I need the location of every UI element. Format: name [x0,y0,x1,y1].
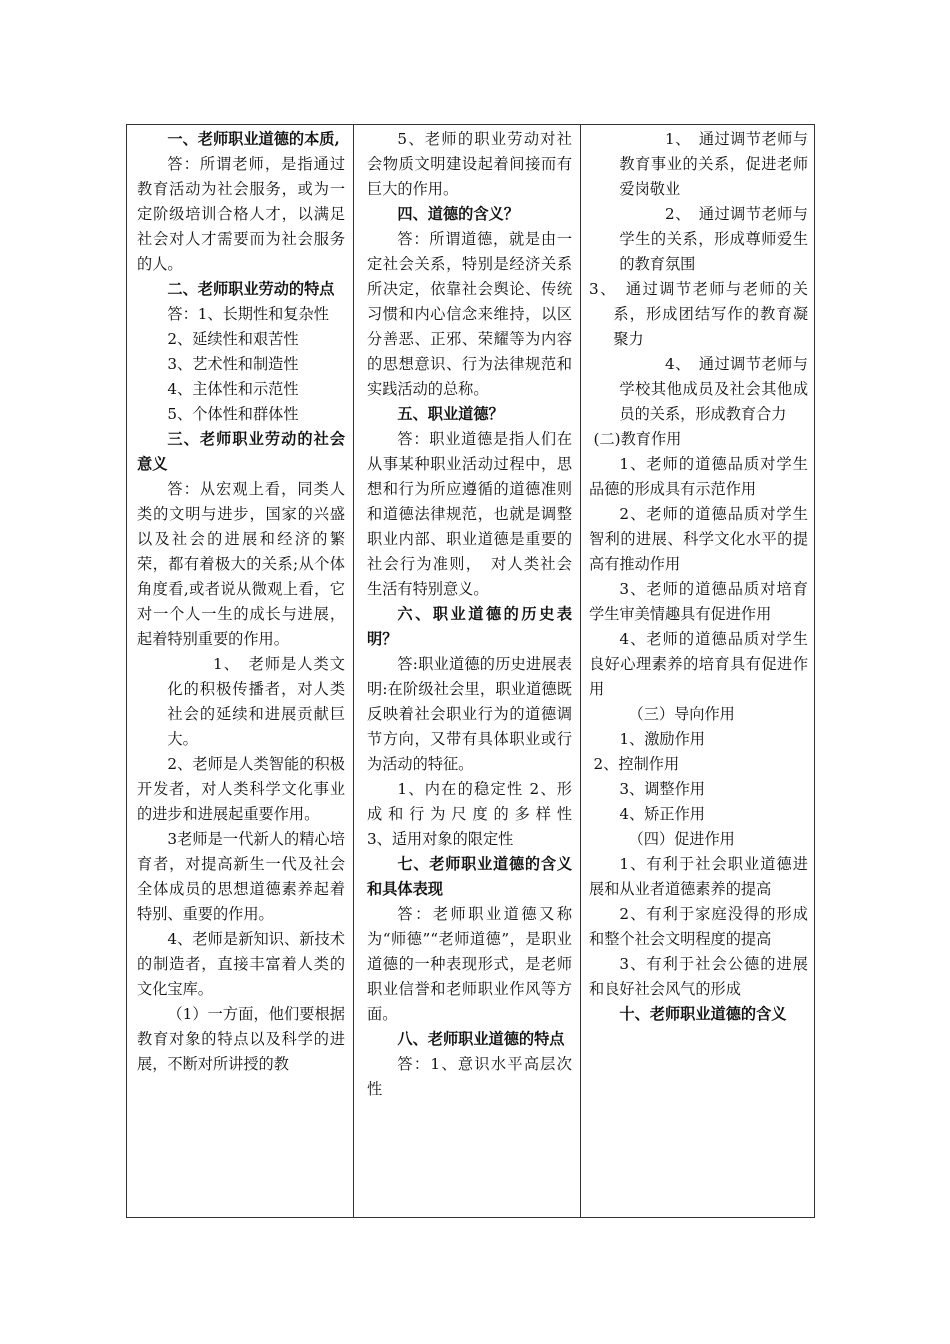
heading-1: 一、老师职业道德的本质, [167,130,340,148]
numbered-paragraph: 1、 通过调节老师与教育事业的关系，促进老师爱岗敬业 [619,130,808,198]
answer-paragraph: 答：职业道德是指人们在从事某种职业活动过程中，思想和行为所应遵循的道德准则和道德法律规范，也就是调整职业内部、职业道德是重要的社会行为准则， 对人类社会生活有特别意义。 [367,430,572,598]
list-item: 答：1、长期性和复杂性 [167,305,329,323]
answer-paragraph: 答:职业道德的历史进展表明:在阶级社会里，职业道德既反映着社会职业行为的道德调节方向，又带有具体职业或行为活动的特征。 [367,655,572,773]
numbered-paragraph: 4、老师是新知识、新技术的制造者，直接丰富着人类的文化宝库。 [137,930,345,998]
heading-2: 二、老师职业劳动的特点 [167,280,335,298]
answer-paragraph: 答：老师职业道德又称为“师德”“老师道德”，是职业道德的一种表现形式，是老师职业信誉和老师职业作风等方面。 [367,905,572,1023]
list-item: 4、主体性和示范性 [167,380,299,398]
numbered-paragraph: 1、老师的道德品质对学生品德的形成具有示范作用 [589,455,808,498]
column-2 [354,125,603,1217]
answer-paragraph: 答：所谓道德，就是由一定社会关系，特别是经济关系所决定，依靠社会舆论、传统习惯和内心信念来维持，以区分善恶、正邪、荣耀等为内容的思想意识、行为法律规范和实践活动的总称。 [367,230,572,398]
numbered-paragraph: 3、 通过调节老师与老师的关系，形成团结写作的教育凝聚力 [589,280,808,348]
list-item: 1、激励作用 [619,730,705,748]
section-heading: （三）导向作用 [628,705,735,723]
heading-7: 七、老师职业道德的含义和具体表现 [367,855,572,898]
heading-8: 八、老师职业道德的特点 [397,1030,565,1048]
heading-5: 五、职业道德？ [397,405,504,423]
numbered-paragraph: 3老师是一代新人的精心培育者，对提高新生一代及社会全体成员的思想道德素养起着特别、重要的作用。 [137,830,345,923]
heading-6: 六、职业道德的历史表明？ [367,605,572,648]
list-item: 3、艺术性和制造性 [167,355,299,373]
answer-paragraph: 答：所谓老师，是指通过教育活动为社会服务，或为一定阶级培训合格人才，以满足社会对人才需要而为社会服务的人。 [137,155,345,273]
heading-4: 四、道德的含义？ [397,205,519,223]
heading-10: 十、老师职业道德的含义 [619,1005,787,1023]
numbered-paragraph: 2、有利于家庭没得的形成和整个社会文明程度的提高 [589,905,808,948]
numbered-paragraph: 1、有利于社会职业道德进展和从业者道德素养的提高 [589,855,808,898]
list-item: 3、调整作用 [619,780,705,798]
answer-paragraph: 答：1、意识水平高层次性 [367,1055,572,1098]
numbered-paragraph: 3、老师的道德品质对培育学生审美情趣具有促进作用 [589,580,808,623]
heading-3: 三、老师职业劳动的社会意义 [137,430,345,473]
column-3 [581,125,814,1217]
content-table [126,124,815,1218]
numbered-paragraph: 2、老师的道德品质对学生智利的进展、科学文化水平的提高有推动作用 [589,505,808,573]
numbered-paragraph: 5、老师的职业劳动对社会物质文明建设起着间接而有巨大的作用。 [367,130,572,198]
numbered-paragraph: 4、 通过调节老师与学校其他成员及社会其他成员的关系，形成教育合力 [619,355,808,423]
list-item: 5、个体性和群体性 [167,405,299,423]
column-1 [127,125,354,1217]
numbered-paragraph: 2、老师是人类智能的积极开发者，对人类科学文化事业的进步和进展起重要作用。 [137,755,345,823]
numbered-paragraph: 3、有利于社会公德的进展和良好社会风气的形成 [589,955,808,998]
section-heading: (二)教育作用 [593,430,682,448]
list-item: 2、控制作用 [593,755,680,773]
list-item: 4、矫正作用 [619,805,705,823]
list-item: 2、延续性和艰苦性 [167,330,299,348]
numbered-paragraph: 4、老师的道德品质对学生良好心理素养的培育具有促进作用 [589,630,808,698]
numbered-paragraph: 1、内在的稳定性 2、形成和行为尺度的多样性 3、适用对象的限定性 [367,780,603,848]
numbered-paragraph: 2、 通过调节老师与学生的关系，形成尊师爱生的教育氛围 [619,205,808,273]
numbered-paragraph: 1、 老师是人类文化的积极传播者，对人类社会的延续和进展贡献巨大。 [167,655,345,748]
numbered-paragraph: （1）一方面，他们要根据教育对象的特点以及科学的进展，不断对所讲授的教 [137,1005,345,1073]
answer-paragraph: 答：从宏观上看，同类人类的文明与进步，国家的兴盛以及社会的进展和经济的繁荣，都有着极大的关系;从个体角度看,或者说从微观上看，它对一个人一生的成长与进展，起着特别重要的作用。 [137,480,345,648]
section-heading: （四）促进作用 [628,830,735,848]
